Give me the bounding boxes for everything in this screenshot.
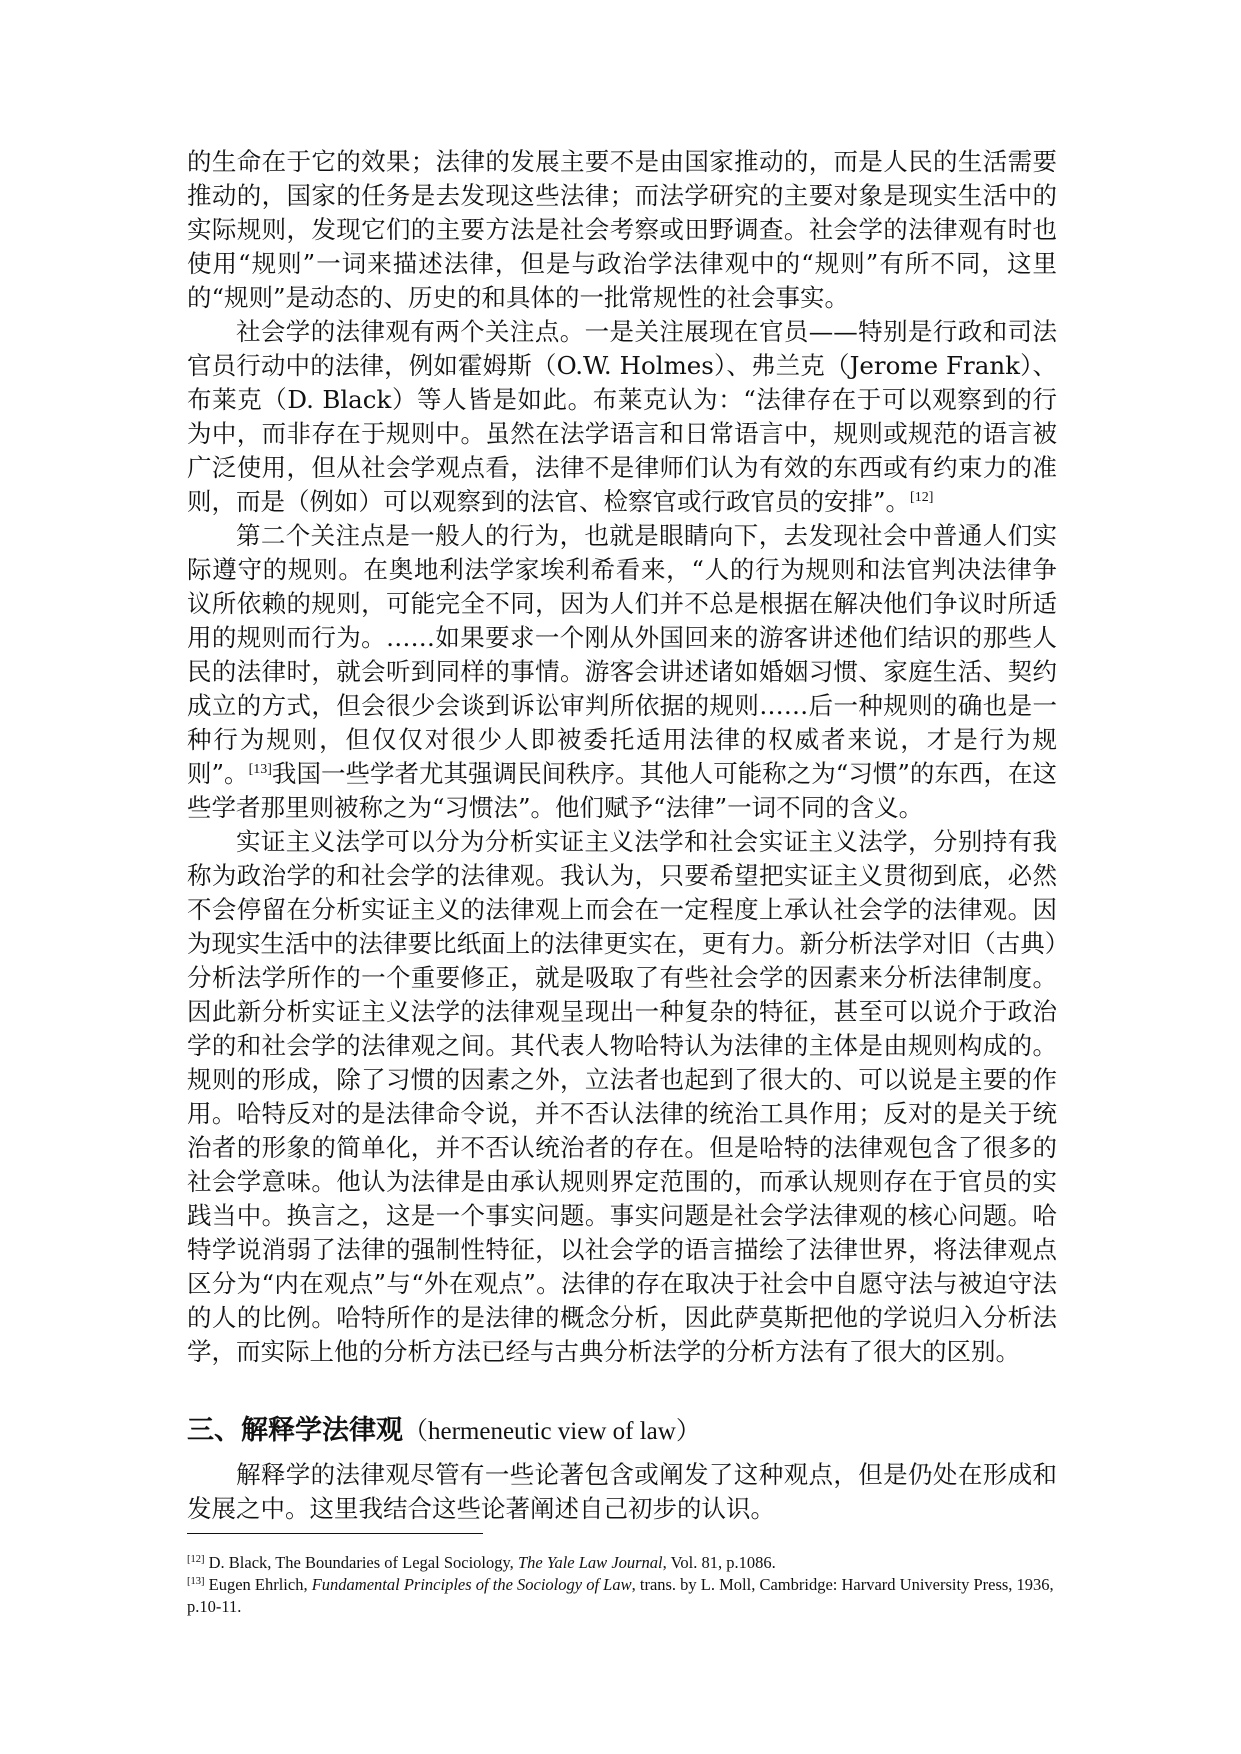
footnote-book-title: Fundamental Principles of the Sociology of Law bbox=[311, 1575, 632, 1594]
section-heading bbox=[187, 1411, 1057, 1452]
section-subtitle: （hermeneutic view of law） bbox=[403, 1418, 701, 1445]
footnote-13 bbox=[187, 1574, 1057, 1618]
paragraph-hermeneutic-intro: 解释学的法律观尽管有一些论著包含或阐发了这种观点，但是仍处在形成和发展之中。这里我结合这些论著阐述自己初步的认识。 bbox=[187, 1460, 1057, 1523]
paragraph-sociological-focus-two bbox=[187, 519, 1057, 825]
document-body bbox=[187, 145, 1057, 1526]
paragraph-text: 第二个关注点是一般人的行为，也就是眼睛向下，去发现社会中普通人们实际遵守的规则。在奥地利法学家埃利希看来，“人的行为规则和法官判决法律争议所依赖的规则，可能完全不同，因为人们并不总是根据在解决他们争议时所适用的规则而行为。……如果要求一个刚从外国回来的游客讲述他们结识的那些人民的法律时，就会听到同样的事情。游客会讲述诸如婚姻习惯、家庭生活、契约成立的方式，但会很少会谈到诉讼审判所依据的规则……后一种规则的确也是一种行为规则，但仅仅对很少人即被委托适用法律的权威者来说，才是行为规则”。 bbox=[187, 521, 1057, 788]
footnote-text: Eugen Ehrlich, bbox=[204, 1575, 312, 1594]
paragraph-text: 社会学的法律观有两个关注点。一是关注展现在官员——特别是行政和司法官员行动中的法律，例如霍姆斯（O.W. Holmes）、弗兰克（Jerome Frank）、布莱克（D. Black）等人皆是如此。布莱克认为：“法律存在于可以观察到的行为中，而非存在于规则中。虽然在法学语言和日常语言中，规则或规范的语言被广泛使用，但从社会学观点看，法律不是律师们认为有效的东西或有约束力的准则，而是（例如）可以观察到的法官、检察官或行政官员的安排”。 bbox=[187, 317, 1057, 516]
footnote-text: , Vol. 81, p.1086. bbox=[662, 1553, 776, 1572]
footnote-text: D. Black, The Boundaries of Legal Sociology, bbox=[204, 1553, 518, 1572]
paragraph-sociological-focus-one bbox=[187, 315, 1057, 519]
footnote-12 bbox=[187, 1552, 1057, 1574]
paragraph-continued: 的生命在于它的效果；法律的发展主要不是由国家推动的，而是人民的生活需要推动的，国家的任务是去发现这些法律；而法学研究的主要对象是现实生活中的实际规则，发现它们的主要方法是社会考察或田野调查。社会学的法律观有时也使用“规则”一词来描述法律，但是与政治学法律观中的“规则”有所不同，这里的“规则”是动态的、历史的和具体的一批常规性的社会事实。 bbox=[187, 147, 1057, 312]
footnotes bbox=[187, 1552, 1057, 1618]
footnote-ref-13[interactable]: [13] bbox=[248, 762, 272, 777]
paragraph-text: 我国一些学者尤其强调民间秩序。其他人可能称之为“习惯”的东西，在这些学者那里则被称之为“习惯法”。他们赋予“法律”一词不同的含义。 bbox=[187, 759, 1057, 822]
footnote-ref-12[interactable]: [12] bbox=[910, 490, 934, 505]
footnote-text: , trans. by L. Moll, Cambridge: Harvard University Press, 1936, p.10-11. bbox=[187, 1575, 1054, 1616]
paragraph-positivism: 实证主义法学可以分为分析实证主义法学和社会实证主义法学，分别持有我称为政治学的和社会学的法律观。我认为，只要希望把实证主义贯彻到底，必然不会停留在分析实证主义的法律观上而会在一定程度上承认社会学的法律观。因为现实生活中的法律要比纸面上的法律更实在，更有力。新分析法学对旧（古典）分析法学所作的一个重要修正，就是吸取了有些社会学的因素来分析法律制度。因此新分析实证主义法学的法律观呈现出一种复杂的特征，甚至可以说介于政治学的和社会学的法律观之间。其代表人物哈特认为法律的主体是由规则构成的。规则的形成，除了习惯的因素之外，立法者也起到了很大的、可以说是主要的作用。哈特反对的是法律命令说，并不否认法律的统治工具作用；反对的是关于统治者的形象的简单化，并不否认统治者的存在。但是哈特的法律观包含了很多的社会学意味。他认为法律是由承认规则界定范围的，而承认规则存在于官员的实践当中。换言之，这是一个事实问题。事实问题是社会学法律观的核心问题。哈特学说消弱了法律的强制性特征，以社会学的语言描绘了法律世界，将法律观点区分为“内在观点”与“外在观点”。法律的存在取决于社会中自愿守法与被迫守法的人的比例。哈特所作的是法律的概念分析，因此萨莫斯把他的学说归入分析法学，而实际上他的分析方法已经与古典分析法学的分析方法有了很大的区别。 bbox=[187, 827, 1057, 1366]
footnote-marker: [13] bbox=[187, 1576, 205, 1587]
section-title: 三、解释学法律观 bbox=[187, 1415, 403, 1446]
footnote-marker: [12] bbox=[187, 1554, 205, 1565]
footnote-divider bbox=[187, 1533, 483, 1534]
footnote-journal-title: The Yale Law Journal bbox=[517, 1553, 663, 1572]
